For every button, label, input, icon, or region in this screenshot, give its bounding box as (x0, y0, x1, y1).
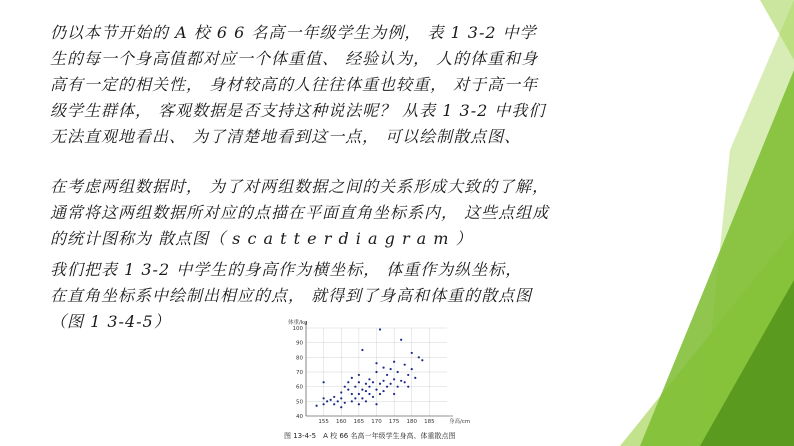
paragraph-line: 在直角坐标系中绘制出相应的点， 就得到了身高和体重的散点图 (50, 286, 533, 305)
scatter-point (358, 403, 360, 405)
y-tick-label: 50 (296, 399, 303, 406)
paragraph-line: 生的每一个身高值都对应一个体重值、 经验认为， 人的体重和身 (50, 49, 539, 68)
x-tick-label: 165 (353, 419, 365, 425)
scatter-point (386, 374, 388, 376)
scatter-point (368, 378, 370, 380)
scatter-point (323, 397, 325, 399)
scatter-point (340, 391, 342, 393)
figure-caption: 图 13-4-5 A 校 66 名高一年级学生身高、体重散点图 (284, 432, 456, 440)
paragraph-intro (50, 20, 650, 150)
scatter-point (390, 383, 392, 385)
scatter-point (337, 400, 339, 402)
paragraph-line: （图 1 3-4-5） (50, 312, 171, 331)
scatter-point (344, 386, 346, 388)
paragraph-line: 仍以本节开始的 A 校 6 6 名高一年级学生为例， 表 1 3-2 中学 (50, 23, 537, 42)
scatter-point (365, 390, 367, 392)
scatter-point (411, 352, 413, 354)
scatter-point (372, 381, 374, 383)
scatter-point (351, 393, 353, 395)
scatter-point (368, 393, 370, 395)
scatter-point (382, 380, 384, 382)
scatter-point (361, 349, 363, 351)
scatter-point (393, 393, 395, 395)
paragraph-line: 高有一定的相关性， 身材较高的人往往体重也较重， 对于高一年 (50, 75, 539, 94)
y-axis-title: 体重/kg (288, 320, 308, 326)
scatter-point (347, 389, 349, 391)
scatter-point (333, 396, 335, 398)
scatter-point (421, 359, 423, 361)
x-tick-label: 160 (336, 419, 347, 425)
scatter-point (404, 364, 406, 366)
scatter-point (397, 386, 399, 388)
scatter-point (375, 362, 377, 364)
scatter-point (351, 377, 353, 379)
paragraph-line: 的统计图称为 散点图（ s c a t t e r d i a g r a m ） (50, 229, 473, 248)
scatter-point (372, 396, 374, 398)
paragraph-definition (50, 174, 670, 252)
scatter-point (340, 406, 342, 408)
y-tick-label: 60 (296, 384, 303, 391)
scatter-point (344, 402, 346, 404)
scatter-point (365, 400, 367, 402)
scatter-point (407, 374, 409, 376)
scatter-point (354, 386, 356, 388)
y-tick-label: 40 (296, 414, 303, 420)
scatter-point (411, 368, 413, 370)
scatter-point (414, 377, 416, 379)
scatter-point (340, 397, 342, 399)
x-tick-label: 175 (388, 419, 400, 425)
paragraph-line: 我们把表 1 3-2 中学生的身高作为横坐标， 体重作为纵坐标， (50, 260, 523, 279)
scatter-figure (282, 318, 472, 443)
scatter-point (358, 381, 360, 383)
paragraph-line: 通常将这两组数据所对应的点描在平面直角坐标系内， 这些点组成 (50, 203, 550, 222)
scatter-point (393, 361, 395, 363)
y-tick-label: 100 (292, 326, 303, 332)
scatter-point (390, 368, 392, 370)
scatter-point (323, 403, 325, 405)
scatter-point (379, 393, 381, 395)
y-tick-label: 80 (296, 355, 303, 362)
scatter-point (361, 397, 363, 399)
paragraph-line: 在考虑两组数据时， 为了对两组数据之间的关系形成大致的了解， (50, 177, 550, 196)
scatter-point (375, 403, 377, 405)
scatter-point (333, 403, 335, 405)
scatter-point (358, 374, 360, 376)
scatter-point (351, 400, 353, 402)
scatter-point (354, 397, 356, 399)
scatter-point (323, 381, 325, 383)
scatter-point (358, 393, 360, 395)
scatter-point (382, 390, 384, 392)
paragraph-line: 无法直观地看出、 为了清楚地看到这一点， 可以绘制散点图、 (50, 127, 522, 146)
scatter-point (386, 386, 388, 388)
x-tick-label: 170 (371, 419, 382, 425)
paragraph-line: 级学生群体， 客观数据是否支持这种说法呢？ 从表 1 3-2 中我们 (50, 101, 546, 120)
x-tick-label: 180 (406, 419, 417, 425)
scatter-point (375, 371, 377, 373)
scatter-point (407, 386, 409, 388)
scatter-point (361, 389, 363, 391)
x-axis-title: 身高/cm (449, 419, 471, 425)
y-tick-label: 90 (296, 340, 303, 347)
scatter-point (330, 399, 332, 401)
scatter-point (379, 383, 381, 385)
scatter-point (315, 405, 317, 407)
scatter-point (365, 383, 367, 385)
scatter-chart (282, 318, 472, 430)
scatter-point (418, 356, 420, 358)
scatter-point (400, 339, 402, 341)
scatter-point (326, 400, 328, 402)
scatter-point (368, 386, 370, 388)
scatter-point (400, 380, 402, 382)
scatter-point (404, 381, 406, 383)
scatter-point (375, 389, 377, 391)
scatter-point (393, 378, 395, 380)
scatter-point (397, 371, 399, 373)
scatter-point (379, 328, 381, 330)
scatter-point (382, 367, 384, 369)
scatter-point (347, 381, 349, 383)
y-tick-label: 70 (296, 370, 303, 376)
x-tick-label: 185 (424, 419, 435, 425)
x-tick-label: 155 (318, 419, 329, 425)
